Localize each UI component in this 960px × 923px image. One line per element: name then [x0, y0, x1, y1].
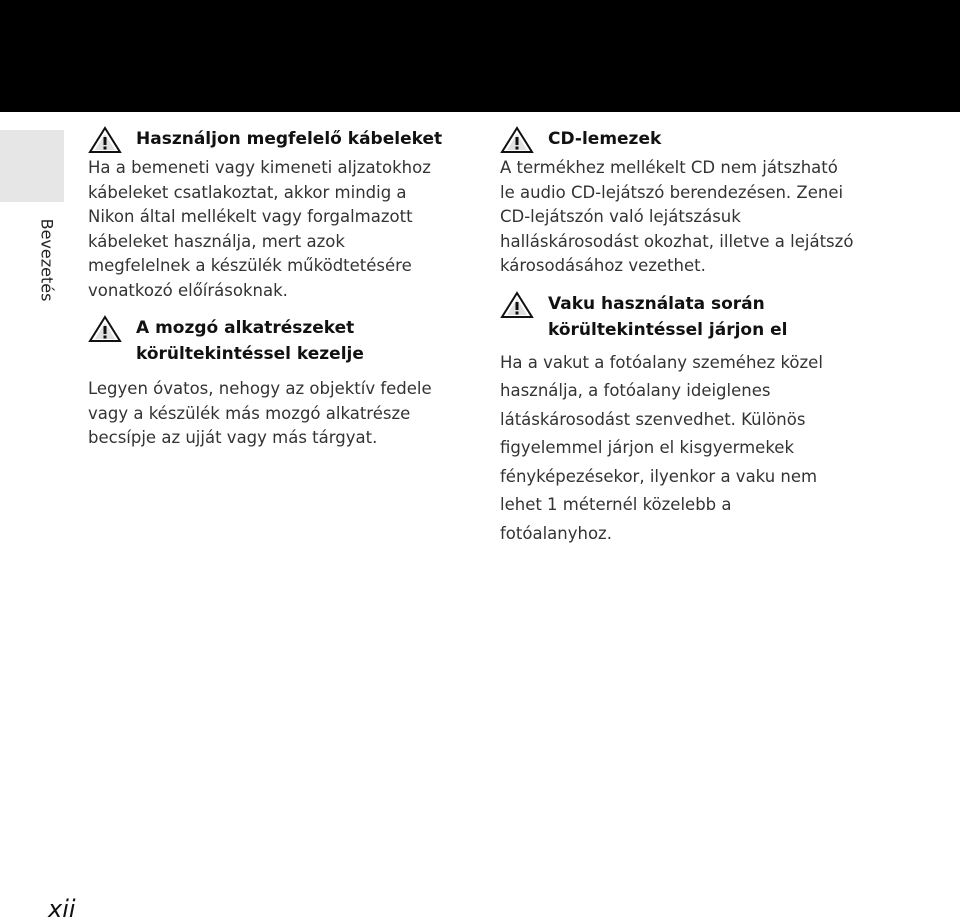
- section-body: Ha a bemeneti vagy kimeneti aljzatokhoz kábeleket csatlakoztat, akkor mindig a Nikon által mellékelt vagy forgalmazott kábeleket használja, mert azok megfelelnek a készülék működtetésére vonatkozó előírásoknak.: [88, 158, 431, 300]
- section-heading: [500, 291, 880, 343]
- heading-text: A mozgó alkatrészeket körültekintéssel kezelje: [136, 318, 364, 364]
- side-tab-label: Bevezetés: [37, 218, 57, 302]
- right-column: [500, 126, 880, 560]
- side-tab: [0, 130, 64, 202]
- heading-text: Használjon megfelelő kábeleket: [136, 129, 443, 149]
- section-heading: [88, 126, 468, 154]
- section-cables: [88, 126, 468, 303]
- section-cd: [500, 126, 880, 279]
- section-flash: [500, 291, 880, 549]
- heading-text: Vaku használata során körültekintéssel járjon el: [548, 293, 788, 340]
- warning-triangle-icon: [500, 291, 534, 319]
- warning-triangle-icon: [88, 315, 122, 343]
- page-number: xii: [48, 895, 76, 923]
- top-bar: [0, 0, 960, 112]
- section-body: A termékhez mellékelt CD nem játszható le audio CD-lejátszó berendezésen. Zenei CD-lejátszón való lejátszásuk halláskárosodást okozhat, illetve a lejátszó károsodásához vezethet.: [500, 158, 854, 275]
- heading-text: CD-lemezek: [548, 129, 662, 149]
- section-body: Legyen óvatos, nehogy az objektív fedele vagy a készülék más mozgó alkatrésze becsípje az ujját vagy más tárgyat.: [88, 379, 432, 447]
- section-moving-parts: [88, 315, 468, 451]
- left-column: [88, 126, 468, 463]
- section-body: Ha a vakut a fotóalany szeméhez közel használja, a fotóalany ideiglenes látáskárosodást szenvedhet. Különös figyelemmel járjon el kisgyermekek fényképezésekor, ilyenkor a vaku nem lehet 1 méternél közelebb a fotóalanyhoz.: [500, 352, 823, 543]
- section-heading: [500, 126, 880, 154]
- warning-triangle-icon: [500, 126, 534, 154]
- section-heading: [88, 315, 468, 367]
- warning-triangle-icon: [88, 126, 122, 154]
